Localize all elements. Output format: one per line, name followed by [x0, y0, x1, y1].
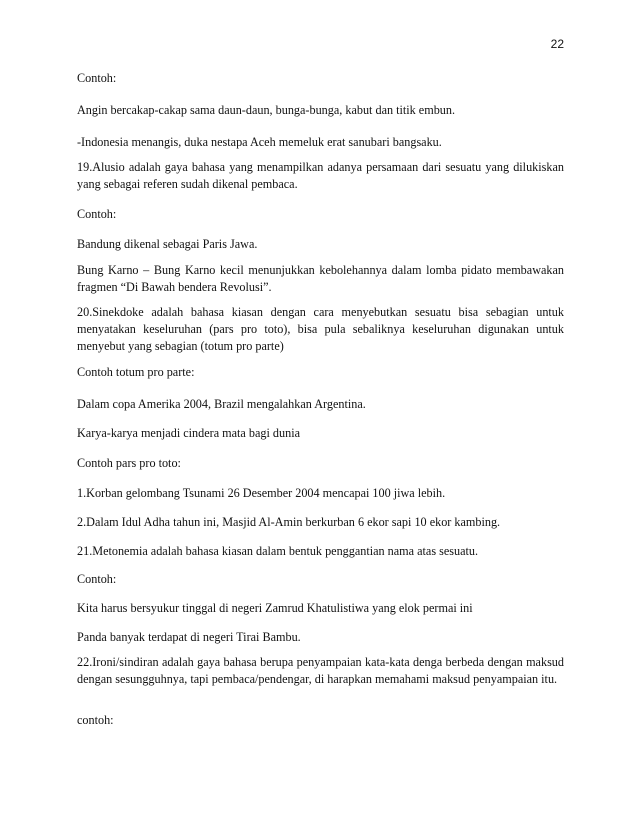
paragraph-20: contoh: [77, 713, 114, 727]
paragraph-2: Angin bercakap-cakap sama daun-daun, bunga-bunga, kabut dan titik embun. [77, 103, 456, 117]
paragraph-17: Kita harus bersyukur tinggal di negeri Zamrud Khatulistiwa yang elok permai ini [77, 601, 473, 615]
paragraph-9: Contoh totum pro parte: [77, 365, 195, 379]
paragraph-7: Bung Karno – Bung Karno kecil menunjukkan kebolehannya dalam lomba pidato membawakan fragmen “Di Bawah bendera Revolusi”. [77, 263, 564, 294]
paragraph-15: 21.Metonemia adalah bahasa kiasan dalam bentuk penggantian nama atas sesuatu. [77, 544, 479, 558]
paragraph-18: Panda banyak terdapat di negeri Tirai Bambu. [77, 630, 301, 644]
page-number: 22 [550, 37, 564, 51]
paragraph-1: Contoh: [77, 71, 117, 85]
paragraph-14: 2.Dalam Idul Adha tahun ini, Masjid Al-Amin berkurban 6 ekor sapi 10 ekor kambing. [77, 515, 501, 529]
paragraph-11: Karya-karya menjadi cindera mata bagi dunia [77, 426, 300, 440]
paragraph-19: 22.Ironi/sindiran adalah gaya bahasa berupa penyampaian kata-kata denga berbeda dengan maksud dengan sesungguhnya, tapi pembaca/pendengar, di harapkan memahami maksud penyampaian itu. [77, 655, 564, 686]
paragraph-12: Contoh pars pro toto: [77, 456, 181, 470]
paragraph-16: Contoh: [77, 572, 117, 586]
paragraph-6: Bandung dikenal sebagai Paris Jawa. [77, 237, 258, 251]
paragraph-13: 1.Korban gelombang Tsunami 26 Desember 2004 mencapai 100 jiwa lebih. [77, 486, 446, 500]
paragraph-5: Contoh: [77, 207, 117, 221]
paragraph-3: -Indonesia menangis, duka nestapa Aceh memeluk erat sanubari bangsaku. [77, 135, 442, 149]
paragraph-8: 20.Sinekdoke adalah bahasa kiasan dengan cara menyebutkan sesuatu bisa sebagian untuk menyatakan keseluruhan (pars pro toto), bisa pula sebaliknya keseluruhan digunakan untuk menyebut yang sebagian (totum pro parte) [77, 305, 564, 353]
paragraph-4: 19.Alusio adalah gaya bahasa yang menampilkan adanya persamaan dari sesuatu yang dilukiskan yang sebagai referen sudah dikenal pembaca. [77, 160, 564, 191]
paragraph-10: Dalam copa Amerika 2004, Brazil mengalahkan Argentina. [77, 397, 366, 411]
